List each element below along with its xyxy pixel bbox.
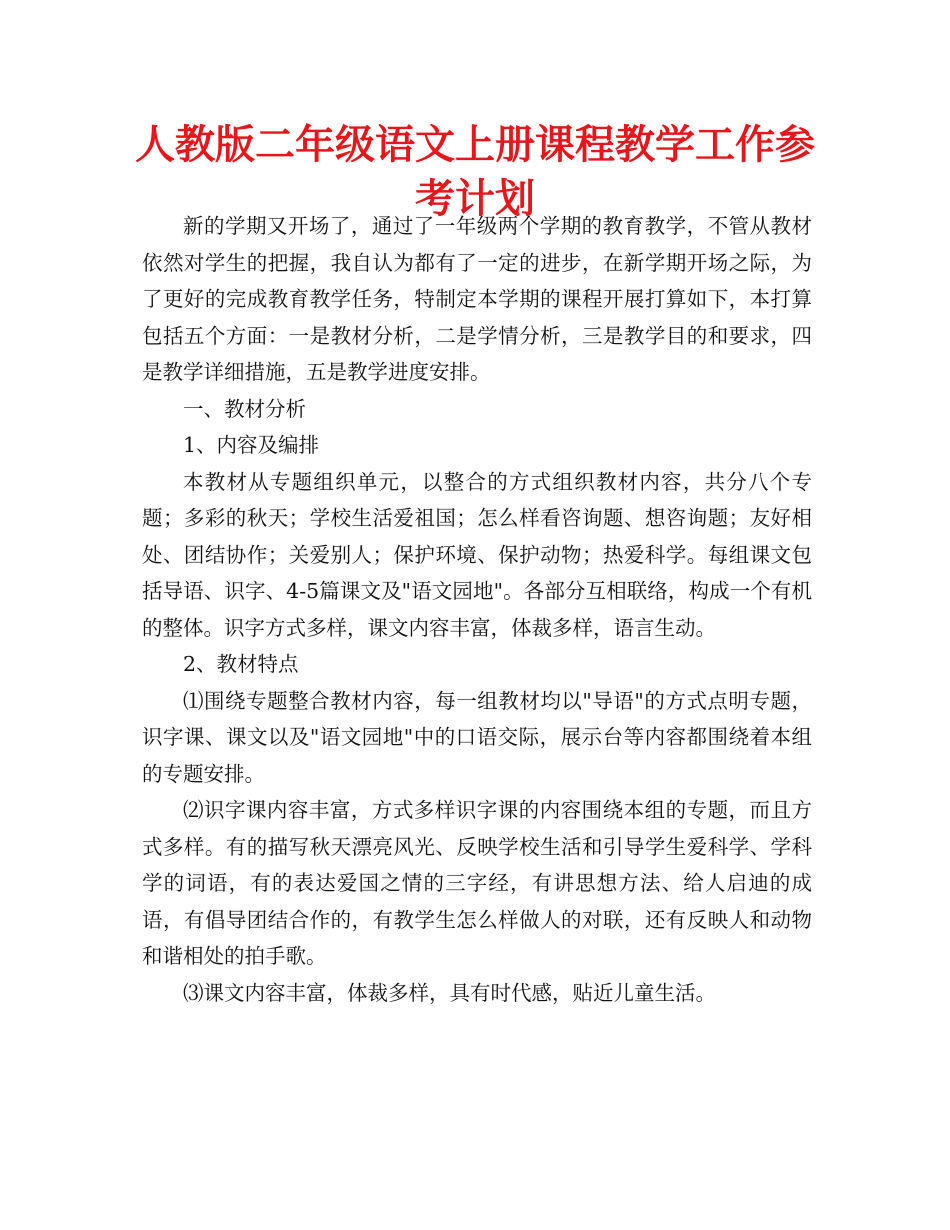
document-title: 人教版二年级语文上册课程教学工作参考计划 xyxy=(135,122,815,222)
feature-item-1: ⑴围绕专题整合教材内容，每一组教材均以"导语"的方式点明专题，识字课、课文以及"语文园地"中的口语交际，展示台等内容都围绕着本组的专题安排。 xyxy=(142,688,812,786)
content-paragraph: 本教材从专题组织单元，以整合的方式组织教材内容，共分八个专题；多彩的秋天；学校生活爱祖国；怎么样看咨询题、想咨询题；友好相处、团结协作；关爱别人；保护环境、保护动物；热爱科学。每组课文包括导语、识字、4-5篇课文及"语文园地"。各部分互相联络，构成一个有机的整体。识字方式多样，课文内容丰富，体裁多样，语言生动。 xyxy=(142,469,812,640)
intro-paragraph: 新的学期又开场了，通过了一年级两个学期的教育教学，不管从教材依然对学生的把握，我自认为都有了一定的进步，在新学期开场之际，为了更好的完成教育教学任务，特制定本学期的课程开展打算如下，本打算包括五个方面：一是教材分析，二是学情分析，三是教学目的和要求，四是教学详细措施，五是教学进度安排。 xyxy=(142,214,812,384)
document-body xyxy=(142,208,812,1011)
subheading-content-arrangement: 1、内容及编排 xyxy=(183,433,320,457)
feature-item-2: ⑵识字课内容丰富，方式多样识字课的内容围绕本组的专题，而且方式多样。有的描写秋天漂亮风光、反映学校生活和引导学生爱科学、学科学的词语，有的表达爱国之情的三字经，有讲思想方法、给人启迪的成语，有倡导团结合作的，有教学生怎么样做人的对联，还有反映人和动物和谐相处的拍手歌。 xyxy=(142,798,812,968)
section-heading-textbook-analysis: 一、教材分析 xyxy=(183,396,306,421)
feature-item-3: ⑶课文内容丰富，体裁多样，具有时代感，贴近儿童生活。 xyxy=(183,980,716,1005)
subheading-textbook-features: 2、教材特点 xyxy=(183,652,299,676)
